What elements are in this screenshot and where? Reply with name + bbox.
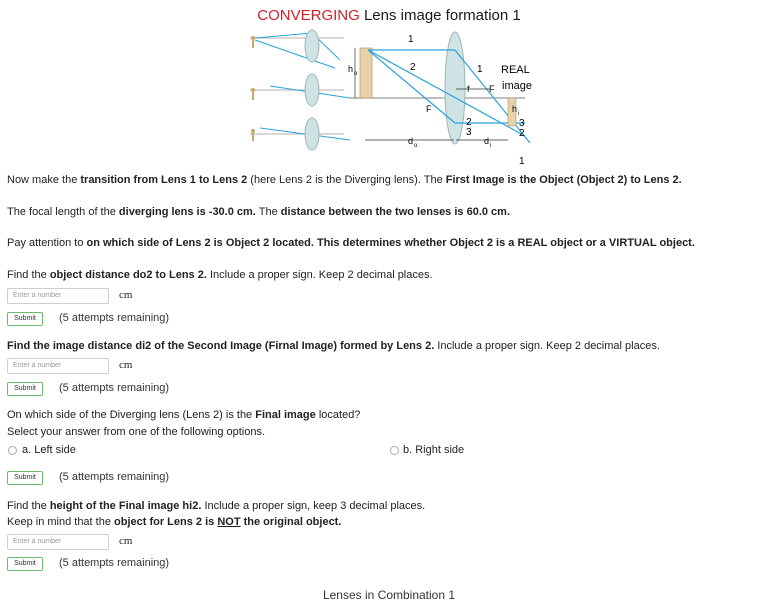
small-diagram-1	[250, 30, 344, 68]
ray-label-3: 1	[477, 64, 483, 75]
focal-length-paragraph: The focal length of the diverging lens is -30.0 cm. The distance between the two lenses is 60.0 cm.	[7, 206, 511, 218]
q1-number-input[interactable]: Enter a number	[7, 288, 109, 304]
ray-label-7: 2	[519, 128, 525, 139]
h-i-label: h	[512, 104, 518, 114]
f-label: f	[467, 84, 470, 94]
transition-paragraph: Now make the transition from Lens 1 to Lens 2 (here Lens 2 is the Diverging lens). The First Image is the Object (Object 2) to Lens 2.	[7, 174, 682, 186]
small-diagram-3	[250, 118, 350, 150]
q3-prompt: On which side of the Diverging lens (Lens 2) is the Final image located?	[7, 409, 361, 421]
d-i-sub: i	[490, 143, 492, 149]
h-o-label: h	[348, 64, 354, 74]
q4-unit: cm	[119, 535, 133, 547]
dimension-lines	[355, 48, 508, 140]
q4-note: Keep in mind that the object for Lens 2 is NOT the original object.	[7, 516, 342, 528]
F-left-label: F	[426, 104, 432, 114]
q1-unit: cm	[119, 289, 133, 301]
attention-paragraph: Pay attention to on which side of Lens 2 is Object 2 located. This determines whether Object 2 is a REAL object or a VIRTUAL object.	[7, 237, 695, 249]
q2-submit-button[interactable]: Submit	[7, 382, 43, 396]
next-section-heading: Lenses in Combination 1	[322, 588, 456, 602]
option-b-label[interactable]: b. Right side	[403, 444, 465, 456]
q1-prompt: Find the object distance do2 to Lens 2. Include a proper sign. Keep 2 decimal places.	[7, 269, 433, 281]
d-o-label: d	[408, 136, 414, 146]
small-figures	[251, 36, 255, 141]
F-right-label: F	[489, 84, 495, 94]
q4-attempts: (5 attempts remaining)	[59, 557, 170, 569]
d-i-label: d	[484, 136, 490, 146]
small-diagram-2	[250, 74, 350, 106]
main-lens	[445, 32, 465, 144]
q2-prompt: Find the image distance di2 of the Second Image (Firnal Image) formed by Lens 2. Include a proper sign. Keep 2 decimal places.	[7, 340, 660, 352]
q1-submit-button[interactable]: Submit	[7, 312, 43, 326]
q2-number-input[interactable]: Enter a number	[7, 358, 109, 374]
object-figure	[360, 48, 372, 98]
real-label: REAL	[501, 64, 530, 76]
q4-number-input[interactable]: Enter a number	[7, 534, 109, 550]
q3-instruction: Select your answer from one of the following options.	[7, 426, 266, 438]
q2-attempts: (5 attempts remaining)	[59, 382, 170, 394]
lens-ray-diagram	[240, 28, 550, 168]
ray-label-5: 3	[466, 127, 472, 138]
ray-label-6: 3	[519, 118, 525, 129]
q1-attempts: (5 attempts remaining)	[59, 312, 170, 324]
option-a-radio[interactable]	[8, 446, 17, 455]
q4-prompt: Find the height of the Final image hi2. Include a proper sign, keep 3 decimal places.	[7, 500, 426, 512]
q2-unit: cm	[119, 359, 133, 371]
q4-submit-button[interactable]: Submit	[7, 557, 43, 571]
q3-attempts: (5 attempts remaining)	[59, 471, 170, 483]
ray-label-2: 2	[410, 62, 416, 73]
ray-label-4: 2	[466, 117, 472, 128]
title-rest: Lens image formation 1	[359, 7, 521, 24]
d-o-sub: o	[414, 143, 418, 149]
option-b-radio[interactable]	[390, 446, 399, 455]
q3-submit-button[interactable]: Submit	[7, 471, 43, 485]
ray-label-1: 1	[408, 34, 414, 45]
ray-label-8: 1	[519, 156, 525, 167]
page-title	[0, 7, 778, 24]
option-a-label[interactable]: a. Left side	[22, 444, 76, 456]
title-accent: CONVERGING	[257, 7, 360, 24]
h-o-sub: o	[354, 71, 358, 77]
h-i-sub: i	[518, 111, 520, 117]
image-label: image	[502, 80, 532, 92]
